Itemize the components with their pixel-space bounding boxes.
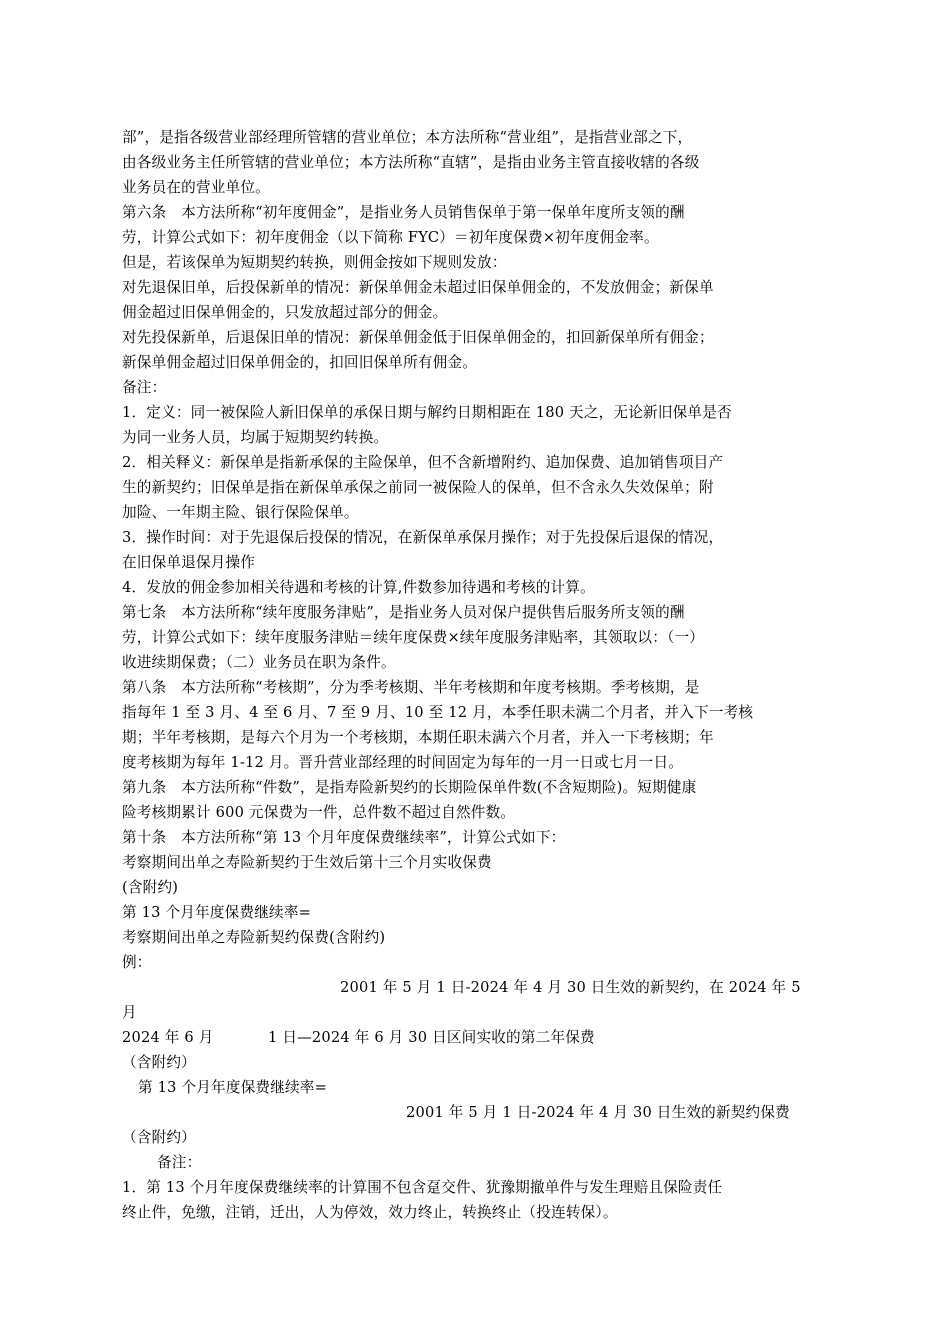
text-line: 由各级业务主任所管辖的营业单位；本方法所称“直辖”，是指由业务主管直接收辖的各级 — [122, 154, 700, 171]
text-line: 备注： — [122, 379, 167, 396]
text-line: 第九条 本方法所称“件数”，是指寿险新契约的长期险保单件数(不含短期险)。短期健康 — [122, 779, 697, 796]
text-line: 例： — [122, 954, 152, 971]
text-line: 生的新契约；旧保单是指在新保单承保之前同一被保险人的保单，但不含永久失效保单；附 — [122, 479, 714, 496]
text-line: 在旧保单退保月操作 — [122, 554, 256, 571]
text-line: 新保单佣金超过旧保单佣金的，扣回旧保单所有佣金。 — [122, 354, 478, 371]
text-line: 对先退保旧单，后投保新单的情况：新保单佣金未超过旧保单佣金的，不发放佣金；新保单 — [122, 279, 714, 296]
text-line: 为同一业务人员，均属于短期契约转换。 — [122, 429, 389, 446]
text-line: 3．操作时间：对于先退保后投保的情况，在新保单承保月操作；对于先投保后退保的情况， — [122, 529, 724, 546]
text-line: 第八条 本方法所称“考核期”，分为季考核期、半年考核期和年度考核期。季考核期，是 — [122, 679, 700, 696]
text-line: 部”，是指各级营业部经理所管辖的营业单位；本方法所称“营业组”，是指营业部之下， — [122, 129, 693, 146]
text-line: 度考核期为每年 1-12 月。晋升营业部经理的时间固定为每年的一月一日或七月一日。 — [122, 754, 684, 771]
text-line: 月 — [122, 1004, 137, 1021]
text-line: 第 13 个月年度保费继续率= — [122, 904, 312, 921]
text-line: 第七条 本方法所称“续年度服务津贴”，是指业务人员对保户提供售后服务所支领的酬 — [122, 604, 685, 621]
text-line: （含附约） — [122, 1054, 196, 1071]
text-line: 1．定义：同一被保险人新旧保单的承保日期与解约日期相距在 180 天之，无论新旧保单是否 — [122, 404, 732, 421]
text-line: 指每年 1 至 3 月、4 至 6 月、7 至 9 月、10 至 12 月，本季任职未满二个月者，并入下一考核 — [122, 704, 754, 721]
text-line: 终止件，免缴，注销，迁出，人为停效，效力终止，转换终止（投连转保）。 — [122, 1204, 618, 1221]
text-line: 劳，计算公式如下：续年度服务津贴＝续年度保费×续年度服务津贴率，其领取以：（一） — [122, 629, 705, 646]
text-line: 备注： — [157, 1154, 202, 1171]
text-line: 考察期间出单之寿险新契约于生效后第十三个月实收保费 — [122, 854, 492, 871]
text-line: 第六条 本方法所称“初年度佣金”，是指业务人员销售保单于第一保单年度所支领的酬 — [122, 204, 685, 221]
text-line: 2．相关释义：新保单是指新承保的主险保单，但不含新增附约、追加保费、追加销售项目产 — [122, 454, 724, 471]
text-line: （含附约） — [122, 1129, 196, 1146]
text-line: 考察期间出单之寿险新契约保费(含附约) — [122, 929, 386, 946]
text-line: 对先投保新单，后退保旧单的情况：新保单佣金低于旧保单佣金的，扣回新保单所有佣金； — [122, 329, 714, 346]
text-line: 1 日—2024 年 6 月 30 日区间实收的第二年保费 — [268, 1029, 595, 1046]
text-line: 1．第 13 个月年度保费继续率的计算围不包含趸交件、犹豫期撤单件与发生理赔且保险责任 — [122, 1179, 723, 1196]
text-line: 佣金超过旧保单佣金的，只发放超过部分的佣金。 — [122, 304, 448, 321]
text-line: 但是，若该保单为短期契约转换，则佣金按如下规则发放： — [122, 254, 507, 271]
text-line: 2024 年 6 月 — [122, 1029, 214, 1046]
text-line: 第十条 本方法所称“第 13 个月年度保费继续率”，计算公式如下： — [122, 829, 566, 846]
text-line: (含附约) — [122, 879, 179, 896]
text-line: 加险、一年期主险、银行保险保单。 — [122, 504, 359, 521]
text-line: 险考核期累计 600 元保费为一件，总件数不超过自然件数。 — [122, 804, 516, 821]
text-line: 业务员在的营业单位。 — [122, 179, 270, 196]
text-line: 2001 年 5 月 1 日-2024 年 4 月 30 日生效的新契约保费 — [406, 1104, 790, 1121]
text-line: 2001 年 5 月 1 日-2024 年 4 月 30 日生效的新契约，在 2024 年 5 — [340, 979, 801, 996]
text-line: 收进续期保费；（二）业务员在职为条件。 — [122, 654, 396, 671]
text-line: 期；半年考核期，是每六个月为一个考核期，本期任职未满六个月者，并入一下考核期；年 — [122, 729, 714, 746]
text-line: 第 13 个月年度保费继续率= — [138, 1079, 328, 1096]
text-line: 劳，计算公式如下：初年度佣金（以下简称 FYC）＝初年度保费×初年度佣金率。 — [122, 229, 659, 246]
text-line: 4．发放的佣金参加相关待遇和考核的计算,件数参加待遇和考核的计算。 — [122, 579, 595, 596]
